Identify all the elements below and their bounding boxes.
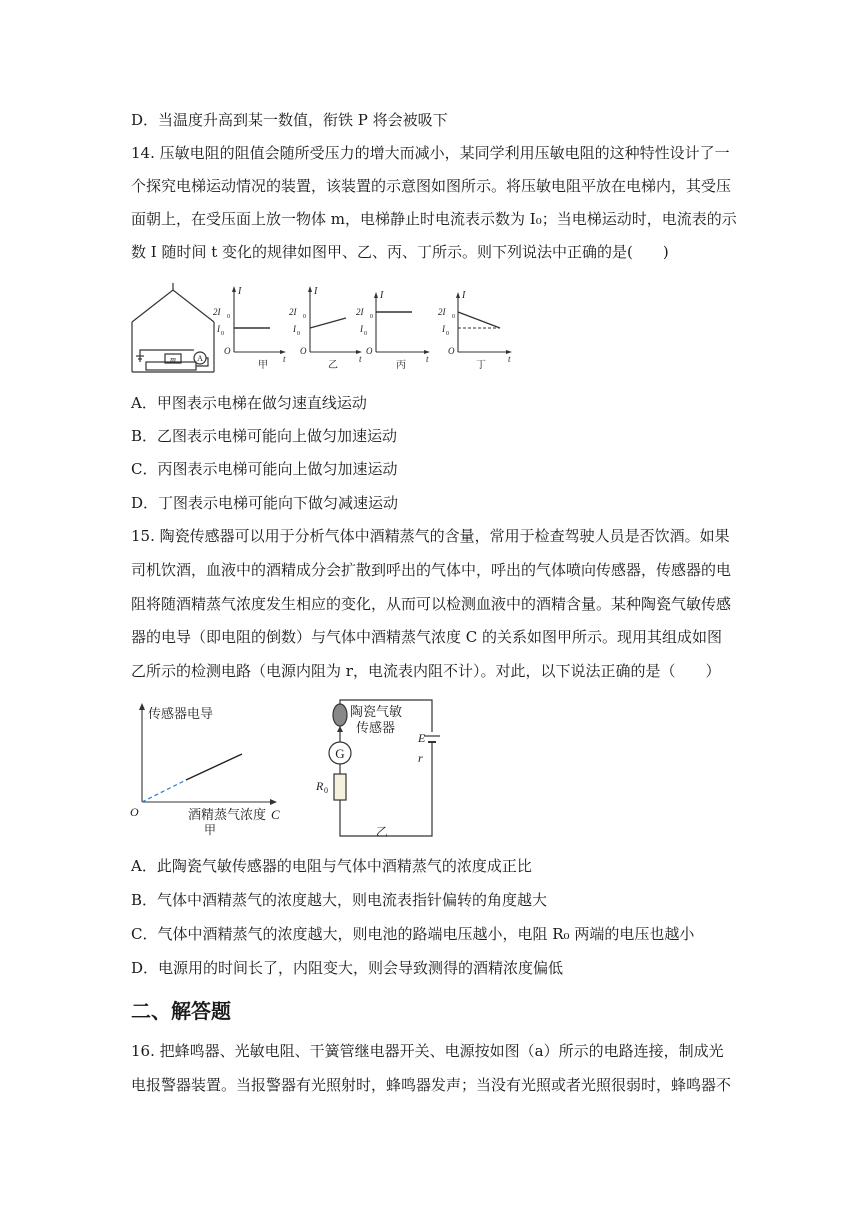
q15-option-d: D．电源用的时间长了，内阻变大，则会导致测得的酒精浓度偏低 bbox=[131, 959, 564, 977]
q14-text-3: 面朝上，在受压面上放一物体 m，电梯静止时电流表示数为 I₀；当电梯运动时，电流表的示 bbox=[131, 210, 737, 228]
caption-jia-15: 甲 bbox=[204, 823, 217, 837]
q15-figure bbox=[128, 698, 448, 840]
caption-ding: 丁 bbox=[476, 360, 486, 371]
svg-text:t: t bbox=[426, 354, 429, 364]
svg-text:0: 0 bbox=[364, 331, 367, 337]
svg-text:0: 0 bbox=[303, 314, 306, 320]
svg-text:E: E bbox=[418, 731, 426, 745]
q16-text-2: 电报警器装置。当报警器有光照射时，蜂鸣器发声；当没有光照或者光照很弱时，蜂鸣器不 bbox=[131, 1076, 732, 1094]
q14-text-4: 数 I 随时间 t 变化的规律如图甲、乙、丙、丁所示。则下列说法中正确的是( ) bbox=[131, 243, 669, 261]
svg-text:0: 0 bbox=[452, 314, 455, 320]
q14-text-2: 个探究电梯运动情况的装置，该装置的示意图如图所示。将压敏电阻平放在电梯内，其受压 bbox=[131, 177, 732, 195]
q15-text-5: 乙所示的检测电路（电源内阻为 r，电流表内阻不计）。对此，以下说法正确的是（ ） bbox=[131, 662, 721, 680]
svg-text:I: I bbox=[314, 286, 318, 297]
svg-text:I: I bbox=[238, 286, 242, 297]
detection-circuit bbox=[315, 700, 440, 839]
graph-jia bbox=[213, 286, 286, 371]
ylabel: 传感器电导 bbox=[148, 706, 214, 721]
sensor-label-2: 传感器 bbox=[356, 720, 396, 735]
svg-text:0: 0 bbox=[227, 314, 230, 320]
q14-option-c: C．丙图表示电梯可能向上做匀加速运动 bbox=[131, 460, 398, 478]
graph-bing bbox=[356, 290, 430, 371]
svg-text:2I: 2I bbox=[213, 307, 221, 317]
svg-text:t: t bbox=[508, 354, 511, 364]
svg-text:O: O bbox=[366, 346, 373, 356]
q15-text-1: 15. 陶瓷传感器可以用于分析气体中酒精蒸气的含量，常用于检查驾驶人员是否饮酒。如果 bbox=[131, 527, 730, 545]
caption-bing: 丙 bbox=[396, 360, 406, 371]
sensor-label-1: 陶瓷气敏 bbox=[350, 704, 403, 719]
svg-text:2I: 2I bbox=[356, 307, 364, 317]
svg-text:O: O bbox=[224, 346, 231, 356]
graph-yi bbox=[289, 286, 362, 371]
q15-text-4: 器的电导（即电阻的倒数）与气体中酒精蒸气浓度 C 的关系如图甲所示。现用其组成如图 bbox=[131, 628, 723, 646]
svg-text:I: I bbox=[217, 324, 220, 334]
svg-text:I: I bbox=[360, 324, 363, 334]
graph-ding bbox=[438, 290, 512, 371]
q13-option-d: D．当温度升高到某一数值，衔铁 P 将会被吸下 bbox=[131, 111, 448, 129]
svg-text:O: O bbox=[448, 346, 455, 356]
svg-text:O: O bbox=[300, 346, 307, 356]
svg-text:2I: 2I bbox=[438, 307, 446, 317]
svg-text:0: 0 bbox=[297, 331, 300, 337]
q14-text-1: 14. 压敏电阻的阻值会随所受压力的增大而减小，某同学利用压敏电阻的这种特性设计了一 bbox=[131, 144, 730, 162]
svg-text:t: t bbox=[283, 354, 286, 364]
q15-text-3: 阻将随酒精蒸气浓度发生相应的变化，从而可以检测血液中的酒精含量。某种陶瓷气敏传感 bbox=[131, 595, 732, 613]
q15-option-b: B．气体中酒精蒸气的浓度越大，则电流表指针偏转的角度越大 bbox=[131, 891, 548, 909]
xlabel: 酒精蒸气浓度 bbox=[188, 807, 267, 822]
svg-text:0: 0 bbox=[324, 786, 328, 795]
svg-text:I: I bbox=[462, 290, 466, 301]
svg-text:r: r bbox=[418, 751, 423, 765]
svg-text:I: I bbox=[293, 324, 296, 334]
caption-yi: 乙 bbox=[328, 360, 338, 371]
caption-yi-15: 乙 bbox=[376, 825, 389, 839]
svg-text:t: t bbox=[359, 354, 362, 364]
q15-option-a: A．此陶瓷气敏传感器的电阻与气体中酒精蒸气的浓度成正比 bbox=[131, 857, 532, 875]
q14-option-d: D．丁图表示电梯可能向下做匀减速运动 bbox=[131, 494, 399, 512]
svg-text:I: I bbox=[442, 324, 445, 334]
galvanometer-label: G bbox=[335, 746, 345, 761]
svg-text:0: 0 bbox=[221, 331, 224, 337]
svg-text:0: 0 bbox=[370, 314, 373, 320]
svg-text:0: 0 bbox=[446, 331, 449, 337]
svg-text:O: O bbox=[130, 805, 139, 819]
svg-text:R: R bbox=[316, 779, 324, 793]
q14-option-a: A．甲图表示电梯在做匀速直线运动 bbox=[131, 394, 367, 412]
q16-text-1: 16. 把蜂鸣器、光敏电阻、干簧管继电器开关、电源按如图（a）所示的电路连接，制成光 bbox=[131, 1042, 724, 1060]
caption-jia: 甲 bbox=[258, 360, 268, 371]
mass-label: m bbox=[170, 355, 176, 364]
svg-text:I: I bbox=[380, 290, 384, 301]
section-heading: 二、解答题 bbox=[131, 999, 231, 1023]
svg-text:C: C bbox=[271, 807, 280, 822]
q14-option-b: B．乙图表示电梯可能向上做匀加速运动 bbox=[131, 427, 398, 445]
q14-figure bbox=[130, 282, 520, 374]
q15-text-2: 司机饮酒，血液中的酒精成分会扩散到呼出的气体中，呼出的气体喷向传感器，传感器的电 bbox=[131, 561, 732, 579]
conductance-graph bbox=[130, 703, 280, 837]
q15-option-c: C．气体中酒精蒸气的浓度越大，则电池的路端电压越小，电阻 R₀ 两端的电压也越小 bbox=[131, 925, 695, 943]
ammeter-label: A bbox=[197, 354, 203, 363]
svg-text:2I: 2I bbox=[289, 307, 297, 317]
